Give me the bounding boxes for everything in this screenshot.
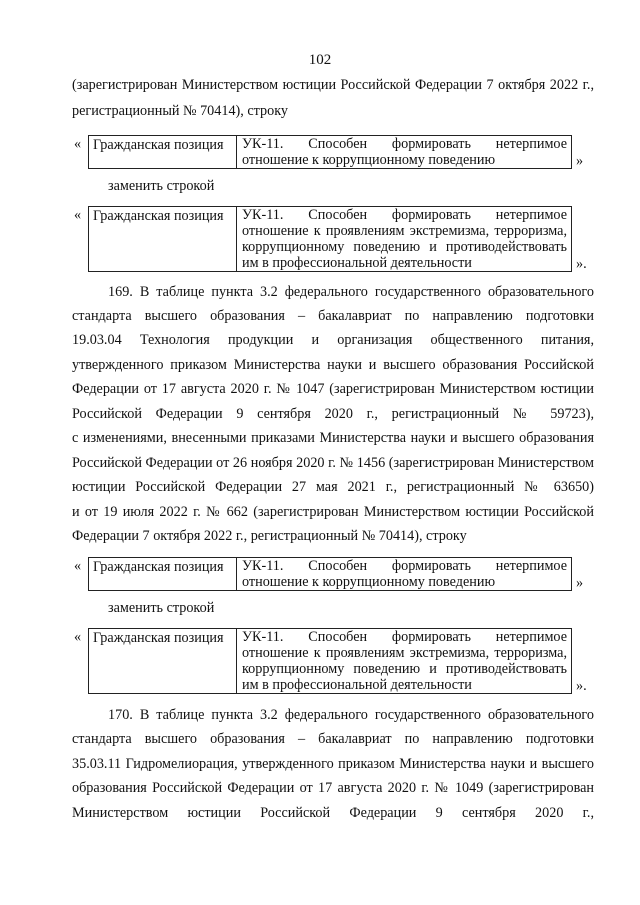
table-col1: Гражданская позиция: [89, 558, 237, 590]
page-number: 102: [308, 52, 332, 68]
para169-line-1: 169. В таблице пункта 3.2 федерального государственного образовательного: [108, 284, 594, 300]
table-col2: [238, 207, 571, 271]
table-col2-line: коррупционному поведению и противодействовать: [242, 661, 567, 677]
para170-line-3: 35.03.11 Гидромелиорация, утвержденного приказом Министерства науки и высшего: [72, 756, 594, 772]
para169-line-4: утвержденного приказом Министерства науки и высшего образования Российской: [72, 357, 594, 373]
table-col2-line: УК-11. Способен формировать нетерпимое: [242, 629, 567, 645]
close-quote: »: [576, 153, 584, 169]
para169-line-9: юстиции Российской Федерации 27 мая 2021 г., регистрационный № 63650): [72, 479, 594, 495]
table-col2-line: отношение к проявлениям экстремизма, терроризма,: [242, 645, 567, 661]
para170-line-5: Министерством юстиции Российской Федерации 9 сентября 2020 г.,: [72, 805, 594, 821]
table-box: [88, 135, 572, 169]
close-quote-dot: ».: [576, 256, 587, 272]
replace-text: заменить строкой: [108, 178, 215, 194]
open-quote: «: [74, 136, 82, 152]
para169-line-6: Российской Федерации 9 сентября 2020 г., регистрационный № 59723),: [72, 406, 594, 422]
open-quote: «: [74, 558, 82, 574]
para169-line-11: Федерации 7 октября 2022 г., регистрационный № 70414), строку: [72, 528, 467, 544]
open-quote: «: [74, 629, 82, 645]
para169-line-5: Федерации от 17 августа 2020 г. № 1047 (зарегистрирован Министерством юстиции: [72, 381, 594, 397]
para169-line-2: стандарта высшего образования – бакалавриат по направлению подготовки: [72, 308, 594, 324]
table-col2-line: УК-11. Способен формировать нетерпимое: [242, 136, 567, 152]
table-col2: [238, 629, 571, 693]
table-box: [88, 628, 572, 694]
para169-line-7: с изменениями, внесенными приказами Министерства науки и высшего образования: [72, 430, 594, 446]
para170-line-2: стандарта высшего образования – бакалавриат по направлению подготовки: [72, 731, 594, 747]
table-box: [88, 557, 572, 591]
replace-text: заменить строкой: [108, 600, 215, 616]
table-col2-line: УК-11. Способен формировать нетерпимое: [242, 207, 567, 223]
open-quote: «: [74, 207, 82, 223]
para169-line-3: 19.03.04 Технология продукции и организация общественного питания,: [72, 332, 594, 348]
para169-line-10: и от 19 июля 2022 г. № 662 (зарегистрирован Министерством юстиции Российской: [72, 504, 594, 520]
table-col2-line: коррупционному поведению и противодействовать: [242, 239, 567, 255]
table-col2-line: отношение к коррупционному поведению: [242, 152, 496, 168]
table-col2: [238, 558, 571, 590]
close-quote-dot: ».: [576, 678, 587, 694]
table-col2-line: отношение к коррупционному поведению: [242, 574, 496, 590]
para170-line-1: 170. В таблице пункта 3.2 федерального государственного образовательного: [108, 707, 594, 723]
para169-line-8: Российской Федерации от 26 ноября 2020 г. № 1456 (зарегистрирован Министерством: [72, 455, 594, 471]
table-col1: Гражданская позиция: [89, 136, 237, 168]
table-col2: [238, 136, 571, 168]
table-col2-line: им в профессиональной деятельности: [242, 255, 472, 271]
para170-line-4: образования Российской Федерации от 17 августа 2020 г. № 1049 (зарегистрирован: [72, 780, 594, 796]
close-quote: »: [576, 575, 584, 591]
table-col1: Гражданская позиция: [89, 629, 237, 693]
intro-line-2: регистрационный № 70414), строку: [72, 103, 289, 119]
table-col2-line: им в профессиональной деятельности: [242, 677, 472, 693]
table-col2-line: УК-11. Способен формировать нетерпимое: [242, 558, 567, 574]
table-box: [88, 206, 572, 272]
table-col2-line: отношение к проявлениям экстремизма, терроризма,: [242, 223, 567, 239]
table-col1: Гражданская позиция: [89, 207, 237, 271]
intro-line-1: (зарегистрирован Министерством юстиции Российской Федерации 7 октября 2022 г.,: [72, 77, 594, 93]
